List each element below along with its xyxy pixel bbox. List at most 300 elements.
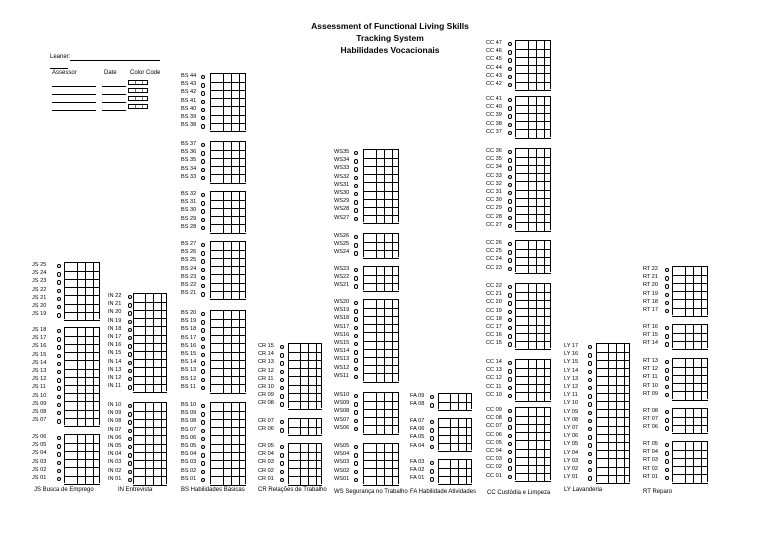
radio-circle-icon[interactable] — [128, 344, 132, 348]
radio-circle-icon[interactable] — [354, 478, 358, 482]
radio-circle-icon[interactable] — [508, 434, 512, 438]
radio-circle-icon[interactable] — [430, 469, 434, 473]
radio-circle-icon[interactable] — [588, 435, 592, 439]
radio-circle-icon[interactable] — [508, 199, 512, 203]
score-grid[interactable] — [672, 441, 708, 482]
radio-circle-icon[interactable] — [508, 150, 512, 154]
skill-code: CR 04 — [258, 451, 274, 458]
radio-circle-icon[interactable] — [354, 159, 358, 163]
score-grid[interactable] — [133, 293, 167, 391]
radio-circle-icon[interactable] — [508, 123, 512, 127]
radio-circle-icon[interactable] — [201, 124, 205, 128]
radio-circle-icon[interactable] — [128, 361, 132, 365]
score-grid[interactable] — [596, 343, 630, 482]
radio-circle-icon[interactable] — [57, 264, 61, 268]
radio-circle-icon[interactable] — [354, 243, 358, 247]
score-grid[interactable] — [210, 402, 246, 484]
skill-code: WS09 — [334, 400, 350, 407]
radio-circle-icon[interactable] — [508, 342, 512, 346]
radio-circle-icon[interactable] — [201, 470, 205, 474]
radio-circle-icon[interactable] — [354, 394, 358, 398]
radio-circle-icon[interactable] — [354, 251, 358, 255]
radio-circle-icon[interactable] — [57, 362, 61, 366]
radio-circle-icon[interactable] — [201, 361, 205, 365]
score-grid[interactable] — [210, 73, 246, 130]
radio-circle-icon[interactable] — [508, 425, 512, 429]
score-grid[interactable] — [515, 148, 551, 230]
radio-circle-icon[interactable] — [128, 369, 132, 373]
radio-circle-icon[interactable] — [588, 443, 592, 447]
radio-circle-icon[interactable] — [201, 378, 205, 382]
radio-circle-icon[interactable] — [665, 426, 669, 430]
radio-circle-icon[interactable] — [57, 313, 61, 317]
radio-circle-icon[interactable] — [354, 445, 358, 449]
radio-circle-icon[interactable] — [57, 403, 61, 407]
radio-circle-icon[interactable] — [354, 350, 358, 354]
radio-circle-icon[interactable] — [201, 369, 205, 373]
radio-circle-icon[interactable] — [128, 311, 132, 315]
radio-circle-icon[interactable] — [354, 184, 358, 188]
radio-circle-icon[interactable] — [665, 368, 669, 372]
radio-circle-icon[interactable] — [588, 386, 592, 390]
radio-circle-icon[interactable] — [57, 386, 61, 390]
radio-circle-icon[interactable] — [201, 193, 205, 197]
radio-circle-icon[interactable] — [128, 377, 132, 381]
radio-circle-icon[interactable] — [508, 458, 512, 462]
radio-circle-icon[interactable] — [128, 437, 132, 441]
radio-circle-icon[interactable] — [588, 411, 592, 415]
radio-circle-icon[interactable] — [280, 402, 284, 406]
radio-circle-icon[interactable] — [430, 395, 434, 399]
radio-circle-icon[interactable] — [201, 412, 205, 416]
radio-circle-icon[interactable] — [508, 409, 512, 413]
radio-circle-icon[interactable] — [201, 386, 205, 390]
radio-circle-icon[interactable] — [665, 293, 669, 297]
radio-circle-icon[interactable] — [57, 469, 61, 473]
radio-circle-icon[interactable] — [508, 183, 512, 187]
radio-circle-icon[interactable] — [128, 478, 132, 482]
skill-code: WS06 — [334, 424, 350, 431]
radio-circle-icon[interactable] — [508, 75, 512, 79]
radio-circle-icon[interactable] — [354, 192, 358, 196]
radio-circle-icon[interactable] — [508, 334, 512, 338]
radio-circle-icon[interactable] — [57, 436, 61, 440]
score-grid[interactable] — [64, 327, 100, 425]
radio-circle-icon[interactable] — [588, 419, 592, 423]
radio-circle-icon[interactable] — [201, 218, 205, 222]
score-grid[interactable] — [672, 324, 708, 349]
radio-circle-icon[interactable] — [508, 114, 512, 118]
skill-code: CR 09 — [258, 392, 274, 399]
radio-circle-icon[interactable] — [128, 429, 132, 433]
score-grid[interactable] — [64, 434, 100, 483]
radio-circle-icon[interactable] — [354, 402, 358, 406]
radio-circle-icon[interactable] — [665, 276, 669, 280]
skill-row — [486, 55, 502, 63]
radio-circle-icon[interactable] — [201, 284, 205, 288]
radio-circle-icon[interactable] — [588, 345, 592, 349]
score-grid[interactable] — [363, 392, 399, 433]
radio-circle-icon[interactable] — [201, 116, 205, 120]
radio-circle-icon[interactable] — [354, 453, 358, 457]
radio-circle-icon[interactable] — [201, 429, 205, 433]
radio-circle-icon[interactable] — [57, 395, 61, 399]
score-grid[interactable] — [363, 233, 399, 258]
score-grid[interactable] — [515, 240, 551, 273]
radio-circle-icon[interactable] — [665, 468, 669, 472]
radio-circle-icon[interactable] — [201, 159, 205, 163]
radio-circle-icon[interactable] — [508, 450, 512, 454]
radio-circle-icon[interactable] — [508, 417, 512, 421]
radio-circle-icon[interactable] — [201, 176, 205, 180]
radio-circle-icon[interactable] — [508, 293, 512, 297]
radio-circle-icon[interactable] — [201, 292, 205, 296]
radio-circle-icon[interactable] — [280, 428, 284, 432]
radio-circle-icon[interactable] — [354, 200, 358, 204]
radio-circle-icon[interactable] — [508, 377, 512, 381]
score-grid[interactable] — [438, 418, 472, 451]
radio-circle-icon[interactable] — [354, 358, 358, 362]
radio-circle-icon[interactable] — [430, 428, 434, 432]
radio-circle-icon[interactable] — [665, 393, 669, 397]
radio-circle-icon[interactable] — [508, 250, 512, 254]
score-grid[interactable] — [133, 402, 167, 484]
radio-circle-icon[interactable] — [508, 285, 512, 289]
radio-circle-icon[interactable] — [201, 151, 205, 155]
skill-row — [32, 294, 46, 302]
radio-circle-icon[interactable] — [201, 276, 205, 280]
radio-circle-icon[interactable] — [128, 461, 132, 465]
score-grid[interactable] — [515, 283, 551, 349]
radio-circle-icon[interactable] — [665, 410, 669, 414]
skill-row — [181, 358, 196, 366]
radio-circle-icon[interactable] — [508, 475, 512, 479]
radio-circle-icon[interactable] — [508, 310, 512, 314]
skill-row — [643, 407, 658, 415]
radio-circle-icon[interactable] — [280, 461, 284, 465]
radio-circle-icon[interactable] — [508, 216, 512, 220]
skill-code: RT 20 — [643, 282, 659, 289]
score-grid[interactable] — [64, 262, 100, 319]
radio-circle-icon[interactable] — [508, 242, 512, 246]
radio-circle-icon[interactable] — [508, 386, 512, 390]
radio-circle-icon[interactable] — [354, 284, 358, 288]
radio-circle-icon[interactable] — [354, 208, 358, 212]
radio-circle-icon[interactable] — [280, 386, 284, 390]
radio-circle-icon[interactable] — [354, 367, 358, 371]
radio-circle-icon[interactable] — [128, 412, 132, 416]
radio-circle-icon[interactable] — [57, 370, 61, 374]
radio-circle-icon[interactable] — [201, 201, 205, 205]
radio-circle-icon[interactable] — [430, 403, 434, 407]
radio-circle-icon[interactable] — [354, 427, 358, 431]
radio-circle-icon[interactable] — [665, 459, 669, 463]
radio-circle-icon[interactable] — [430, 461, 434, 465]
assessor-entry-row[interactable] — [52, 88, 148, 95]
radio-circle-icon[interactable] — [280, 345, 284, 349]
score-grid[interactable] — [288, 343, 322, 409]
radio-circle-icon[interactable] — [508, 301, 512, 305]
radio-circle-icon[interactable] — [201, 91, 205, 95]
radio-circle-icon[interactable] — [665, 309, 669, 313]
skill-row — [486, 72, 502, 80]
radio-circle-icon[interactable] — [57, 305, 61, 309]
radio-circle-icon[interactable] — [354, 276, 358, 280]
radio-circle-icon[interactable] — [201, 337, 205, 341]
radio-circle-icon[interactable] — [508, 98, 512, 102]
radio-circle-icon[interactable] — [665, 301, 669, 305]
radio-circle-icon[interactable] — [665, 385, 669, 389]
skill-row — [643, 448, 658, 456]
score-grid[interactable] — [515, 407, 551, 481]
radio-circle-icon[interactable] — [508, 258, 512, 262]
radio-circle-icon[interactable] — [128, 404, 132, 408]
radio-circle-icon[interactable] — [57, 461, 61, 465]
radio-circle-icon[interactable] — [508, 106, 512, 110]
radio-circle-icon[interactable] — [354, 470, 358, 474]
score-grid[interactable] — [288, 443, 322, 484]
radio-circle-icon[interactable] — [280, 378, 284, 382]
radio-circle-icon[interactable] — [588, 361, 592, 365]
radio-circle-icon[interactable] — [201, 461, 205, 465]
radio-circle-icon[interactable] — [354, 309, 358, 313]
score-grid[interactable] — [515, 359, 551, 400]
radio-circle-icon[interactable] — [508, 83, 512, 87]
radio-circle-icon[interactable] — [354, 342, 358, 346]
radio-circle-icon[interactable] — [588, 353, 592, 357]
radio-circle-icon[interactable] — [508, 326, 512, 330]
radio-circle-icon[interactable] — [201, 100, 205, 104]
score-grid[interactable] — [672, 358, 708, 399]
skill-code: JS 08 — [32, 409, 47, 415]
radio-circle-icon[interactable] — [57, 444, 61, 448]
radio-circle-icon[interactable] — [201, 83, 205, 87]
skill-row — [486, 103, 502, 111]
skill-row — [108, 417, 121, 425]
radio-circle-icon[interactable] — [354, 326, 358, 330]
radio-circle-icon[interactable] — [201, 243, 205, 247]
radio-circle-icon[interactable] — [588, 460, 592, 464]
radio-circle-icon[interactable] — [588, 476, 592, 480]
radio-circle-icon[interactable] — [201, 445, 205, 449]
radio-circle-icon[interactable] — [665, 342, 669, 346]
radio-circle-icon[interactable] — [588, 468, 592, 472]
radio-circle-icon[interactable] — [201, 404, 205, 408]
radio-circle-icon[interactable] — [508, 175, 512, 179]
skill-code: CC 42 — [486, 81, 502, 87]
radio-circle-icon[interactable] — [354, 217, 358, 221]
radio-circle-icon[interactable] — [508, 466, 512, 470]
skill-code: JS 14 — [32, 359, 47, 366]
radio-circle-icon[interactable] — [430, 436, 434, 440]
score-grid[interactable] — [363, 443, 399, 484]
radio-circle-icon[interactable] — [201, 251, 205, 255]
radio-circle-icon[interactable] — [128, 320, 132, 324]
radio-circle-icon[interactable] — [57, 419, 61, 423]
assessor-entry-row[interactable] — [52, 96, 148, 103]
radio-circle-icon[interactable] — [508, 191, 512, 195]
score-grid[interactable] — [210, 191, 246, 232]
radio-circle-icon[interactable] — [508, 394, 512, 398]
score-grid[interactable] — [672, 266, 708, 315]
radio-circle-icon[interactable] — [588, 378, 592, 382]
radio-circle-icon[interactable] — [280, 394, 284, 398]
radio-circle-icon[interactable] — [201, 437, 205, 441]
skill-code: FA 01 — [410, 475, 425, 482]
radio-circle-icon[interactable] — [128, 385, 132, 389]
radio-circle-icon[interactable] — [128, 303, 132, 307]
radio-circle-icon[interactable] — [201, 453, 205, 457]
radio-circle-icon[interactable] — [665, 443, 669, 447]
radio-circle-icon[interactable] — [354, 151, 358, 155]
radio-circle-icon[interactable] — [128, 445, 132, 449]
score-grid[interactable] — [363, 149, 399, 223]
radio-circle-icon[interactable] — [201, 320, 205, 324]
score-grid[interactable] — [672, 408, 708, 433]
score-grid[interactable] — [210, 141, 246, 182]
radio-circle-icon[interactable] — [354, 268, 358, 272]
radio-circle-icon[interactable] — [57, 280, 61, 284]
assessor-entry-row[interactable] — [52, 104, 148, 111]
radio-circle-icon[interactable] — [280, 470, 284, 474]
radio-circle-icon[interactable] — [57, 337, 61, 341]
radio-circle-icon[interactable] — [354, 176, 358, 180]
radio-circle-icon[interactable] — [665, 268, 669, 272]
radio-circle-icon[interactable] — [280, 420, 284, 424]
radio-circle-icon[interactable] — [430, 420, 434, 424]
radio-circle-icon[interactable] — [588, 394, 592, 398]
skill-row — [258, 399, 274, 407]
radio-circle-icon[interactable] — [201, 312, 205, 316]
radio-circle-icon[interactable] — [57, 411, 61, 415]
radio-circle-icon[interactable] — [201, 268, 205, 272]
radio-circle-icon[interactable] — [201, 478, 205, 482]
radio-circle-icon[interactable] — [508, 442, 512, 446]
score-grid[interactable] — [288, 418, 322, 434]
radio-circle-icon[interactable] — [588, 402, 592, 406]
radio-circle-icon[interactable] — [508, 131, 512, 135]
radio-circle-icon[interactable] — [201, 353, 205, 357]
score-grid[interactable] — [515, 96, 551, 137]
title-line-1: Assessment of Functional Living Skills — [311, 21, 469, 31]
radio-circle-icon[interactable] — [665, 334, 669, 338]
radio-circle-icon[interactable] — [280, 370, 284, 374]
radio-circle-icon[interactable] — [57, 477, 61, 481]
radio-circle-icon[interactable] — [665, 326, 669, 330]
radio-circle-icon[interactable] — [280, 361, 284, 365]
radio-circle-icon[interactable] — [508, 166, 512, 170]
score-grid[interactable] — [515, 40, 551, 89]
radio-circle-icon[interactable] — [201, 143, 205, 147]
radio-circle-icon[interactable] — [57, 272, 61, 276]
radio-circle-icon[interactable] — [430, 477, 434, 481]
assessor-entry-row[interactable] — [52, 80, 148, 87]
radio-circle-icon[interactable] — [201, 259, 205, 263]
radio-circle-icon[interactable] — [665, 360, 669, 364]
radio-circle-icon[interactable] — [128, 295, 132, 299]
radio-circle-icon[interactable] — [354, 375, 358, 379]
radio-circle-icon[interactable] — [508, 369, 512, 373]
radio-circle-icon[interactable] — [57, 329, 61, 333]
radio-circle-icon[interactable] — [588, 370, 592, 374]
radio-circle-icon[interactable] — [665, 476, 669, 480]
radio-circle-icon[interactable] — [57, 354, 61, 358]
radio-circle-icon[interactable] — [201, 226, 205, 230]
radio-circle-icon[interactable] — [354, 317, 358, 321]
radio-circle-icon[interactable] — [201, 345, 205, 349]
radio-circle-icon[interactable] — [430, 445, 434, 449]
score-grid[interactable] — [363, 299, 399, 381]
radio-circle-icon[interactable] — [280, 478, 284, 482]
radio-circle-icon[interactable] — [57, 378, 61, 382]
radio-circle-icon[interactable] — [201, 75, 205, 79]
score-grid[interactable] — [438, 393, 472, 409]
radio-circle-icon[interactable] — [508, 267, 512, 271]
radio-circle-icon[interactable] — [588, 427, 592, 431]
radio-circle-icon[interactable] — [201, 420, 205, 424]
skill-row — [32, 334, 46, 342]
radio-circle-icon[interactable] — [508, 224, 512, 228]
skill-row — [410, 400, 424, 408]
radio-circle-icon[interactable] — [508, 67, 512, 71]
score-grid[interactable] — [438, 459, 472, 484]
score-grid[interactable] — [363, 266, 399, 291]
radio-circle-icon[interactable] — [665, 418, 669, 422]
radio-circle-icon[interactable] — [57, 345, 61, 349]
radio-circle-icon[interactable] — [665, 451, 669, 455]
radio-circle-icon[interactable] — [354, 167, 358, 171]
radio-circle-icon[interactable] — [665, 284, 669, 288]
score-grid[interactable] — [210, 241, 246, 298]
radio-circle-icon[interactable] — [128, 328, 132, 332]
title-line-2: Tracking System — [356, 33, 424, 43]
radio-circle-icon[interactable] — [508, 58, 512, 62]
radio-circle-icon[interactable] — [354, 301, 358, 305]
radio-circle-icon[interactable] — [201, 168, 205, 172]
radio-circle-icon[interactable] — [588, 452, 592, 456]
score-grid[interactable] — [210, 310, 246, 392]
radio-circle-icon[interactable] — [508, 361, 512, 365]
radio-circle-icon[interactable] — [354, 419, 358, 423]
skill-row — [181, 467, 196, 475]
radio-circle-icon[interactable] — [57, 297, 61, 301]
radio-circle-icon[interactable] — [665, 376, 669, 380]
radio-circle-icon[interactable] — [128, 470, 132, 474]
radio-circle-icon[interactable] — [128, 420, 132, 424]
radio-circle-icon[interactable] — [280, 453, 284, 457]
radio-circle-icon[interactable] — [508, 50, 512, 54]
radio-circle-icon[interactable] — [354, 235, 358, 239]
radio-circle-icon[interactable] — [128, 453, 132, 457]
radio-circle-icon[interactable] — [280, 445, 284, 449]
radio-circle-icon[interactable] — [201, 108, 205, 112]
radio-circle-icon[interactable] — [508, 318, 512, 322]
radio-circle-icon[interactable] — [280, 353, 284, 357]
learner-field[interactable] — [50, 54, 160, 61]
radio-circle-icon[interactable] — [354, 334, 358, 338]
radio-circle-icon[interactable] — [201, 328, 205, 332]
radio-circle-icon[interactable] — [57, 452, 61, 456]
radio-circle-icon[interactable] — [128, 336, 132, 340]
radio-circle-icon[interactable] — [354, 410, 358, 414]
radio-circle-icon[interactable] — [128, 352, 132, 356]
skill-row — [564, 416, 578, 424]
radio-circle-icon[interactable] — [201, 209, 205, 213]
radio-circle-icon[interactable] — [354, 461, 358, 465]
radio-circle-icon[interactable] — [508, 207, 512, 211]
radio-circle-icon[interactable] — [508, 158, 512, 162]
radio-circle-icon[interactable] — [57, 289, 61, 293]
